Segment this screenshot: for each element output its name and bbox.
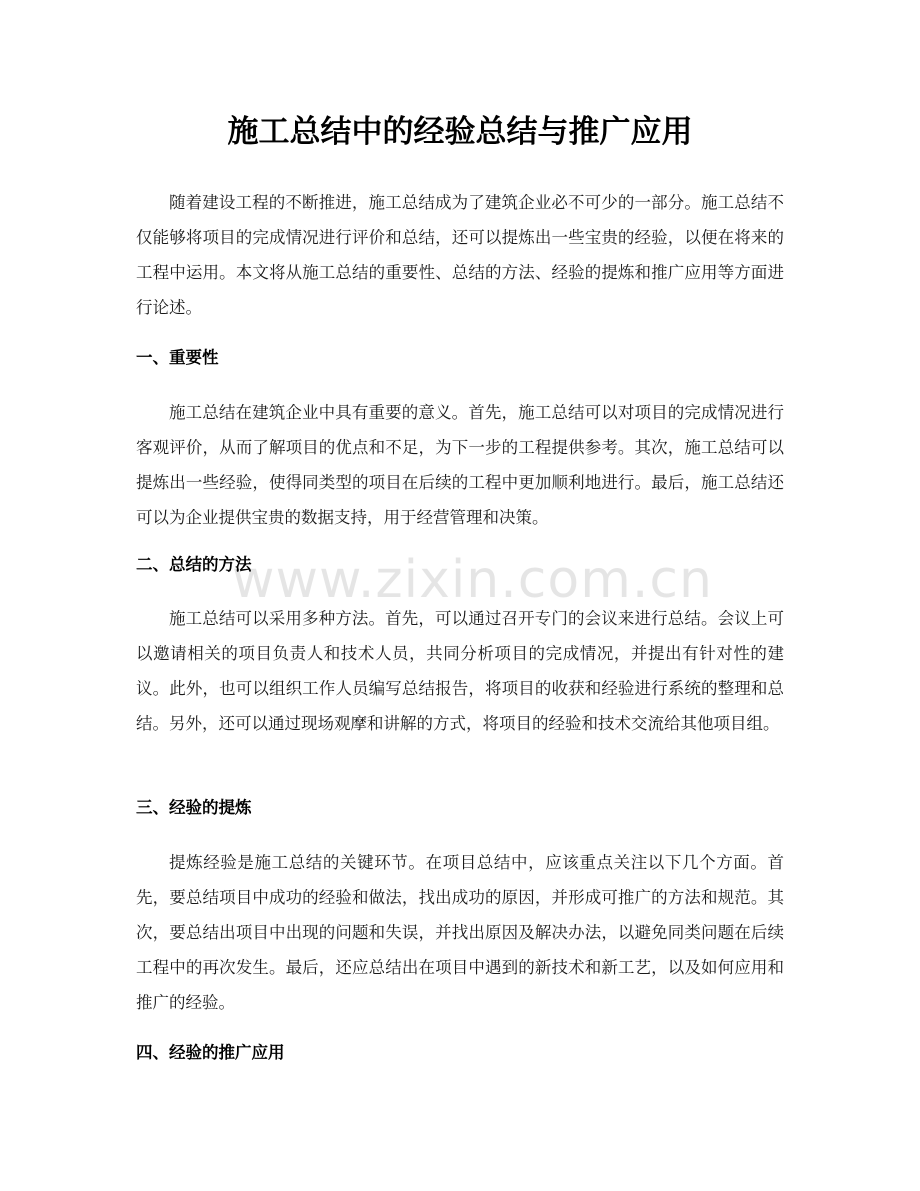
section-body-methods: 施工总结可以采用多种方法。首先，可以通过召开专门的会议来进行总结。会议上可以邀请相关的项目负责人和技术人员，共同分析项目的完成情况，并提出有针对性的建议。此外，也可以组织工作人员编写总结报告，将项目的收获和经验进行系统的整理和总结。另外，还可以通过现场观摩和讲解的方式，将项目的经验和技术交流给其他项目组。 (136, 609, 784, 733)
document-title: 施工总结中的经验总结与推广应用 (227, 114, 693, 150)
intro-paragraph: 随着建设工程的不断推进，施工总结成为了建筑企业必不可少的一部分。施工总结不仅能够将项目的完成情况进行评价和总结，还可以提炼出一些宝贵的经验，以便在将来的工程中运用。本文将从施工总结的重要性、总结的方法、经验的提炼和推广应用等方面进行论述。 (136, 193, 784, 317)
section-heading-importance: 一、重要性 (136, 348, 219, 367)
section-heading-methods: 二、总结的方法 (136, 555, 252, 574)
section-heading-promotion: 四、经验的推广应用 (136, 1043, 285, 1062)
section-body-extraction: 提炼经验是施工总结的关键环节。在项目总结中，应该重点关注以下几个方面。首先，要总结项目中成功的经验和做法，找出成功的原因，并形成可推广的方法和规范。其次，要总结出项目中出现的问题和失误，并找出原因及解决办法，以避免同类问题在后续工程中的再次发生。最后，还应总结出在项目中遇到的新技术和新工艺，以及如何应用和推广的经验。 (136, 853, 784, 1012)
watermark: www.zixin.com.cn (232, 550, 713, 610)
section-heading-extraction: 三、经验的提炼 (136, 798, 252, 817)
section-body-importance: 施工总结在建筑企业中具有重要的意义。首先，施工总结可以对项目的完成情况进行客观评价，从而了解项目的优点和不足，为下一步的工程提供参考。其次，施工总结可以提炼出一些经验，使得同类型的项目在后续的工程中更加顺利地进行。最后，施工总结还可以为企业提供宝贵的数据支持，用于经营管理和决策。 (136, 403, 784, 527)
